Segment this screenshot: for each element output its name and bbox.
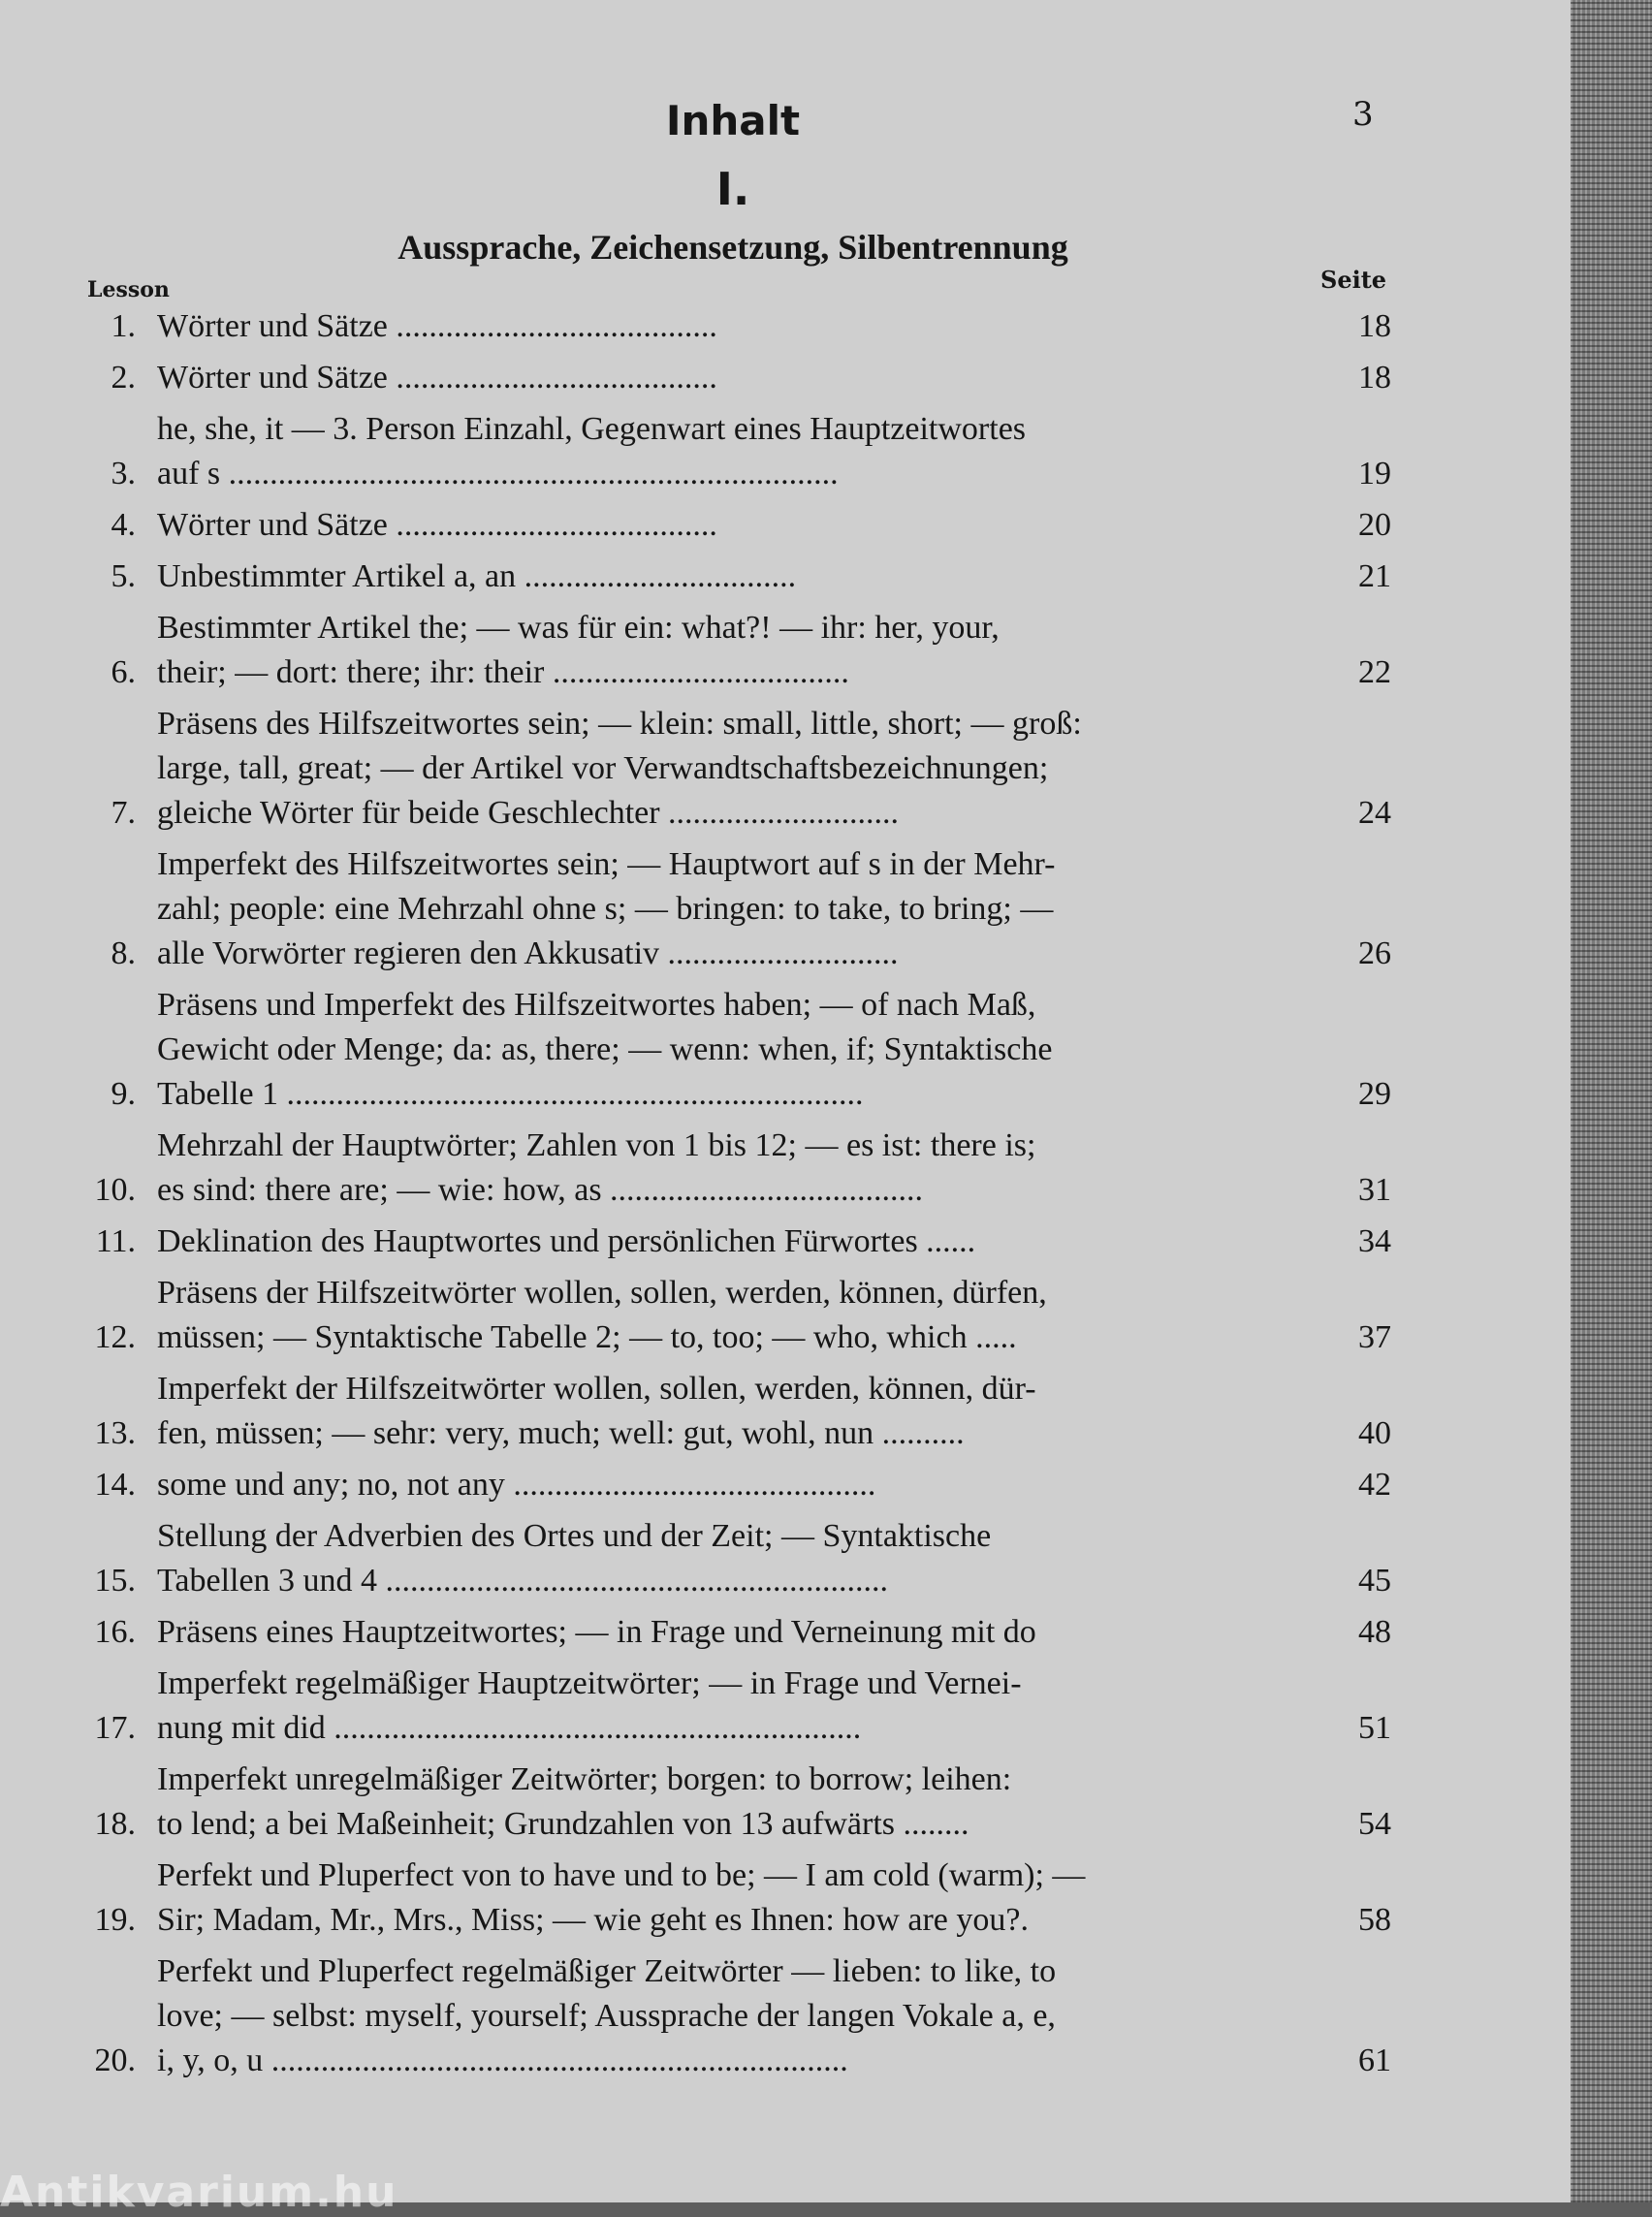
toc-entry (87, 1514, 1391, 1603)
toc-entry (87, 1949, 1391, 2083)
description-line: Präsens eines Hauptzeitwortes; — in Frage und Verneinung mit do (157, 1614, 1036, 1650)
toc-entry (87, 1124, 1391, 1213)
lesson-number: 6. (111, 654, 136, 690)
toc-entry (87, 702, 1391, 836)
lesson-column-header: Lesson (87, 277, 170, 302)
book-spine-binding (1571, 0, 1652, 2202)
toc-entry (87, 356, 1391, 400)
lesson-page-number: 40 (1358, 1415, 1391, 1451)
toc-entry (87, 554, 1391, 599)
lesson-description (157, 702, 1289, 836)
lesson-number: 15. (94, 1563, 136, 1599)
lesson-description (157, 842, 1289, 976)
lesson-description (157, 1514, 1289, 1603)
description-line: Perfekt und Pluperfect von to have und to be; — I am cold (warm); — (157, 1857, 1086, 1893)
lesson-description (157, 1124, 1289, 1213)
lesson-number: 1. (111, 308, 136, 344)
toc-entry (87, 983, 1391, 1117)
lesson-description (157, 1853, 1289, 1943)
description-line: Perfekt und Pluperfect regelmäßiger Zeitwörter — lieben: to like, to (157, 1953, 1057, 1989)
description-line: to lend; a bei Maßeinheit; Grundzahlen von 13 aufwärts ........ (157, 1806, 969, 1842)
lesson-description (157, 554, 1289, 599)
lesson-number: 18. (94, 1806, 136, 1842)
description-line: Imperfekt regelmäßiger Hauptzeitwörter; — in Frage und Vernei- (157, 1665, 1022, 1701)
lesson-number: 2. (111, 360, 136, 396)
description-line: Stellung der Adverbien des Ortes und der Zeit; — Syntaktische (157, 1518, 992, 1554)
lesson-number: 16. (94, 1614, 136, 1650)
lesson-description (157, 1271, 1289, 1360)
lesson-page-number: 18 (1358, 308, 1391, 344)
lesson-number: 7. (111, 795, 136, 831)
description-line: Deklination des Hauptwortes und persönlichen Fürwortes ...... (157, 1223, 976, 1259)
description-line: Wörter und Sätze ....................................... (157, 507, 717, 543)
description-line: Wörter und Sätze ....................................... (157, 360, 717, 396)
section-subtitle: Aussprache, Zeichensetzung, Silbentrennung (397, 228, 1068, 267)
lesson-description (157, 1949, 1289, 2083)
description-line: Wörter und Sätze ....................................... (157, 308, 717, 344)
description-line: i, y, o, u ...................................................................... (157, 2043, 848, 2078)
description-line: Präsens der Hilfszeitwörter wollen, sollen, werden, können, dürfen, (157, 1275, 1047, 1311)
lesson-page-number: 34 (1358, 1223, 1391, 1259)
description-line: Gewicht oder Menge; da: as, there; — wenn: when, if; Syntaktische (157, 1031, 1053, 1067)
lesson-page-number: 19 (1358, 456, 1391, 491)
toc-entry (87, 304, 1391, 349)
toc-entry (87, 1853, 1391, 1943)
section-number: I. (715, 163, 750, 215)
lesson-page-number: 37 (1358, 1319, 1391, 1355)
lesson-description (157, 1367, 1289, 1456)
lesson-number: 4. (111, 507, 136, 543)
description-line: Präsens des Hilfszeitwortes sein; — klein: small, little, short; — groß: (157, 706, 1082, 742)
table-of-contents (87, 304, 1391, 2090)
toc-entry (87, 1271, 1391, 1360)
lesson-description (157, 983, 1289, 1117)
description-line: Tabellen 3 und 4 ............................................................. (157, 1563, 889, 1599)
lesson-number: 8. (111, 935, 136, 971)
description-line: Mehrzahl der Hauptwörter; Zahlen von 1 bis 12; — es ist: there is; (157, 1127, 1036, 1163)
toc-entry (87, 606, 1391, 695)
lesson-page-number: 54 (1358, 1806, 1391, 1842)
toc-entry (87, 407, 1391, 496)
lesson-number: 12. (94, 1319, 136, 1355)
lesson-number: 19. (94, 1902, 136, 1938)
description-line: Imperfekt des Hilfszeitwortes sein; — Hauptwort auf s in der Mehr- (157, 846, 1056, 882)
lesson-description (157, 1463, 1289, 1507)
page-number: 3 (1352, 95, 1374, 134)
lesson-number: 3. (111, 456, 136, 491)
lesson-page-number: 29 (1358, 1076, 1391, 1112)
description-line: their; — dort: there; ihr: their .................................... (157, 654, 849, 690)
description-line: nung mit did ................................................................ (157, 1710, 862, 1746)
lesson-page-number: 18 (1358, 360, 1391, 396)
lesson-number: 20. (94, 2043, 136, 2078)
description-line: Tabelle 1 ...................................................................... (157, 1076, 864, 1112)
page-column-header: Seite (1320, 266, 1387, 294)
description-line: Sir; Madam, Mr., Mrs., Miss; — wie geht es Ihnen: how are you?. (157, 1902, 1029, 1938)
description-line: alle Vorwörter regieren den Akkusativ ............................ (157, 935, 899, 971)
description-line: Imperfekt unregelmäßiger Zeitwörter; borgen: to borrow; leihen: (157, 1761, 1012, 1797)
lesson-number: 10. (94, 1172, 136, 1208)
description-line: Imperfekt der Hilfszeitwörter wollen, sollen, werden, können, dür- (157, 1371, 1036, 1407)
description-line: zahl; people: eine Mehrzahl ohne s; — bringen: to take, to bring; — (157, 891, 1054, 927)
description-line: Präsens und Imperfekt des Hilfszeitwortes haben; — of nach Maß, (157, 987, 1036, 1023)
lesson-number: 17. (94, 1710, 136, 1746)
lesson-description (157, 1662, 1289, 1751)
lesson-description (157, 407, 1289, 496)
description-line: Unbestimmter Artikel a, an ................................. (157, 558, 797, 594)
lesson-number: 14. (94, 1467, 136, 1503)
lesson-page-number: 22 (1358, 654, 1391, 690)
toc-entry (87, 503, 1391, 548)
lesson-description (157, 1758, 1289, 1847)
toc-entry (87, 1758, 1391, 1847)
lesson-number: 5. (111, 558, 136, 594)
lesson-number: 13. (94, 1415, 136, 1451)
description-line: müssen; — Syntaktische Tabelle 2; — to, too; — who, which ..... (157, 1319, 1017, 1355)
lesson-page-number: 42 (1358, 1467, 1391, 1503)
toc-entry (87, 1463, 1391, 1507)
lesson-page-number: 21 (1358, 558, 1391, 594)
description-line: auf s .......................................................................... (157, 456, 839, 491)
toc-entry (87, 1367, 1391, 1456)
description-line: fen, müssen; — sehr: very, much; well: gut, wohl, nun .......... (157, 1415, 965, 1451)
lesson-page-number: 45 (1358, 1563, 1391, 1599)
page-title: Inhalt (665, 97, 801, 144)
lesson-description (157, 1610, 1289, 1655)
lesson-page-number: 26 (1358, 935, 1391, 971)
lesson-page-number: 58 (1358, 1902, 1391, 1938)
toc-entry (87, 1219, 1391, 1264)
lesson-page-number: 51 (1358, 1710, 1391, 1746)
description-line: he, she, it — 3. Person Einzahl, Gegenwart eines Hauptzeitwortes (157, 411, 1027, 447)
description-line: love; — selbst: myself, yourself; Aussprache der langen Vokale a, e, (157, 1998, 1056, 2034)
watermark: Antikvarium.hu (0, 2168, 398, 2217)
lesson-number: 9. (111, 1076, 136, 1112)
lesson-description (157, 356, 1289, 400)
toc-entry (87, 1610, 1391, 1655)
lesson-page-number: 20 (1358, 507, 1391, 543)
lesson-number: 11. (95, 1223, 136, 1259)
toc-entry (87, 1662, 1391, 1751)
description-line: gleiche Wörter für beide Geschlechter ............................ (157, 795, 900, 831)
toc-entry (87, 842, 1391, 976)
description-line: es sind: there are; — wie: how, as ...................................... (157, 1172, 924, 1208)
description-line: some und any; no, not any ............................................ (157, 1467, 876, 1503)
lesson-description (157, 606, 1289, 695)
lesson-description (157, 304, 1289, 349)
lesson-page-number: 31 (1358, 1172, 1391, 1208)
description-line: large, tall, great; — der Artikel vor Verwandtschaftsbezeichnungen; (157, 750, 1049, 786)
description-line: Bestimmter Artikel the; — was für ein: what?! — ihr: her, your, (157, 610, 1000, 646)
lesson-page-number: 61 (1358, 2043, 1391, 2078)
lesson-page-number: 24 (1358, 795, 1391, 831)
lesson-description (157, 503, 1289, 548)
lesson-page-number: 48 (1358, 1614, 1391, 1650)
lesson-description (157, 1219, 1289, 1264)
